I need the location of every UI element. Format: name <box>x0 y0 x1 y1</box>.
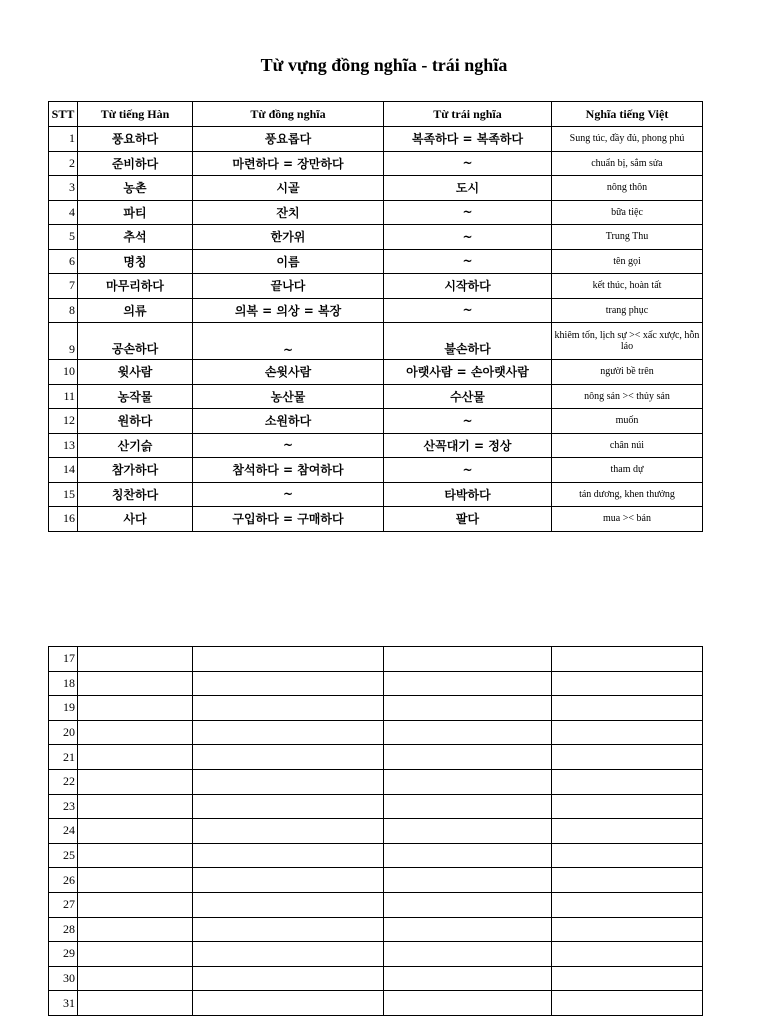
korean-word-cell: 원하다 <box>78 409 193 434</box>
empty-cell <box>552 696 703 721</box>
table-row <box>49 323 703 360</box>
empty-cell <box>78 991 193 1016</box>
empty-cell <box>384 991 552 1016</box>
antonym-cell: 팔다 <box>384 507 552 532</box>
blank-table-row <box>49 720 703 745</box>
vietnamese-meaning-cell: chuẩn bị, sắm sửa <box>552 151 703 176</box>
empty-cell <box>552 745 703 770</box>
table-row <box>49 482 703 507</box>
empty-cell <box>78 843 193 868</box>
row-number-cell: 13 <box>49 433 78 458</box>
blank-table-row <box>49 696 703 721</box>
korean-word-cell: 마무리하다 <box>78 274 193 299</box>
table-row <box>49 360 703 385</box>
blank-table-row <box>49 868 703 893</box>
antonym-cell: ~ <box>384 151 552 176</box>
vietnamese-meaning-cell: khiêm tốn, lịch sự >< xấc xược, hỗn láo <box>552 323 703 360</box>
row-number-cell: 21 <box>49 745 78 770</box>
blank-table-row <box>49 843 703 868</box>
antonym-cell: ~ <box>384 458 552 483</box>
empty-cell <box>552 843 703 868</box>
empty-cell <box>384 892 552 917</box>
synonym-cell: 참석하다 = 참여하다 <box>193 458 384 483</box>
row-number-cell: 4 <box>49 200 78 225</box>
empty-cell <box>78 647 193 672</box>
header-stt: STT <box>49 102 78 127</box>
empty-cell <box>384 745 552 770</box>
table-row <box>49 249 703 274</box>
row-number-cell: 20 <box>49 720 78 745</box>
korean-word-cell: 공손하다 <box>78 323 193 360</box>
vietnamese-meaning-cell: kết thúc, hoàn tất <box>552 274 703 299</box>
row-number-cell: 28 <box>49 917 78 942</box>
row-number-cell: 14 <box>49 458 78 483</box>
empty-cell <box>552 868 703 893</box>
table-row <box>49 298 703 323</box>
table-row <box>49 507 703 532</box>
row-number-cell: 8 <box>49 298 78 323</box>
synonym-cell: ~ <box>193 482 384 507</box>
table-row <box>49 384 703 409</box>
empty-cell <box>78 696 193 721</box>
empty-cell <box>78 917 193 942</box>
vietnamese-meaning-cell: người bề trên <box>552 360 703 385</box>
vietnamese-meaning-cell: trang phục <box>552 298 703 323</box>
vietnamese-meaning-cell: mua >< bán <box>552 507 703 532</box>
korean-word-cell: 의류 <box>78 298 193 323</box>
blank-table-row <box>49 942 703 967</box>
empty-cell <box>193 843 384 868</box>
empty-cell <box>78 892 193 917</box>
blank-table-row <box>49 647 703 672</box>
empty-cell <box>552 892 703 917</box>
header-korean-word: Từ tiếng Hàn <box>78 102 193 127</box>
blank-table-row <box>49 745 703 770</box>
row-number-cell: 5 <box>49 225 78 250</box>
row-number-cell: 24 <box>49 819 78 844</box>
blank-table-row <box>49 794 703 819</box>
row-number-cell: 9 <box>49 323 78 360</box>
antonym-cell: 불손하다 <box>384 323 552 360</box>
blank-table-row <box>49 769 703 794</box>
empty-cell <box>193 868 384 893</box>
row-number-cell: 2 <box>49 151 78 176</box>
synonym-cell: 한가위 <box>193 225 384 250</box>
antonym-cell: ~ <box>384 249 552 274</box>
korean-word-cell: 참가하다 <box>78 458 193 483</box>
table-row <box>49 409 703 434</box>
antonym-cell: ~ <box>384 409 552 434</box>
synonym-cell: 시골 <box>193 176 384 201</box>
empty-cell <box>193 794 384 819</box>
empty-cell <box>78 868 193 893</box>
empty-cell <box>193 942 384 967</box>
row-number-cell: 17 <box>49 647 78 672</box>
empty-cell <box>384 794 552 819</box>
table-row <box>49 176 703 201</box>
vietnamese-meaning-cell: tên gọi <box>552 249 703 274</box>
empty-cell <box>78 745 193 770</box>
vietnamese-meaning-cell: nông thôn <box>552 176 703 201</box>
synonym-cell: 손윗사람 <box>193 360 384 385</box>
empty-cell <box>78 720 193 745</box>
empty-cell <box>193 745 384 770</box>
antonym-cell: 수산물 <box>384 384 552 409</box>
empty-cell <box>78 769 193 794</box>
synonym-cell: 잔치 <box>193 200 384 225</box>
empty-cell <box>193 671 384 696</box>
table-row <box>49 127 703 152</box>
empty-cell <box>193 769 384 794</box>
antonym-cell: 아랫사람 = 손아랫사람 <box>384 360 552 385</box>
empty-cell <box>552 819 703 844</box>
table-header-row <box>49 102 703 127</box>
row-number-cell: 12 <box>49 409 78 434</box>
synonym-cell: ~ <box>193 323 384 360</box>
synonym-cell: 끝나다 <box>193 274 384 299</box>
antonym-cell: ~ <box>384 298 552 323</box>
row-number-cell: 11 <box>49 384 78 409</box>
empty-cell <box>384 819 552 844</box>
empty-cell <box>384 868 552 893</box>
empty-cell <box>193 917 384 942</box>
synonym-cell: 의복 = 의상 = 복장 <box>193 298 384 323</box>
empty-cell <box>78 819 193 844</box>
antonym-cell: 산꼭대기 = 정상 <box>384 433 552 458</box>
korean-word-cell: 칭찬하다 <box>78 482 193 507</box>
blank-table-row <box>49 819 703 844</box>
blank-rows-table <box>48 646 703 1016</box>
empty-cell <box>384 696 552 721</box>
blank-table-row <box>49 671 703 696</box>
table-row <box>49 151 703 176</box>
synonym-cell: 소원하다 <box>193 409 384 434</box>
empty-cell <box>193 991 384 1016</box>
empty-cell <box>193 892 384 917</box>
antonym-cell: 복족하다 = 복족하다 <box>384 127 552 152</box>
synonym-cell: 마련하다 = 장만하다 <box>193 151 384 176</box>
vietnamese-meaning-cell: muốn <box>552 409 703 434</box>
document-title: Từ vựng đồng nghĩa - trái nghĩa <box>260 55 508 75</box>
row-number-cell: 30 <box>49 966 78 991</box>
antonym-cell: 타박하다 <box>384 482 552 507</box>
vietnamese-meaning-cell: Trung Thu <box>552 225 703 250</box>
empty-cell <box>384 942 552 967</box>
vietnamese-meaning-cell: chân núi <box>552 433 703 458</box>
synonym-cell: 풍요롭다 <box>193 127 384 152</box>
empty-cell <box>552 942 703 967</box>
blank-table-row <box>49 966 703 991</box>
empty-cell <box>384 647 552 672</box>
synonym-cell: 구입하다 = 구매하다 <box>193 507 384 532</box>
korean-word-cell: 윗사람 <box>78 360 193 385</box>
vocabulary-table <box>48 101 703 532</box>
header-vietnamese-meaning: Nghĩa tiếng Việt <box>552 102 703 127</box>
table-row <box>49 225 703 250</box>
korean-word-cell: 파티 <box>78 200 193 225</box>
empty-cell <box>78 966 193 991</box>
vietnamese-meaning-cell: tham dự <box>552 458 703 483</box>
synonym-cell: ~ <box>193 433 384 458</box>
empty-cell <box>384 966 552 991</box>
blank-table-row <box>49 892 703 917</box>
empty-cell <box>552 720 703 745</box>
row-number-cell: 15 <box>49 482 78 507</box>
row-number-cell: 7 <box>49 274 78 299</box>
empty-cell <box>384 917 552 942</box>
vietnamese-meaning-cell: Sung túc, đầy đủ, phong phú <box>552 127 703 152</box>
header-antonym: Từ trái nghĩa <box>384 102 552 127</box>
row-number-cell: 27 <box>49 892 78 917</box>
row-number-cell: 16 <box>49 507 78 532</box>
row-number-cell: 26 <box>49 868 78 893</box>
empty-cell <box>552 671 703 696</box>
korean-word-cell: 농촌 <box>78 176 193 201</box>
korean-word-cell: 사다 <box>78 507 193 532</box>
empty-cell <box>193 819 384 844</box>
empty-cell <box>193 720 384 745</box>
synonym-cell: 이름 <box>193 249 384 274</box>
empty-cell <box>384 843 552 868</box>
empty-cell <box>384 769 552 794</box>
table-row <box>49 200 703 225</box>
empty-cell <box>193 966 384 991</box>
row-number-cell: 3 <box>49 176 78 201</box>
vietnamese-meaning-cell: bữa tiệc <box>552 200 703 225</box>
korean-word-cell: 풍요하다 <box>78 127 193 152</box>
antonym-cell: 도시 <box>384 176 552 201</box>
blank-table-row <box>49 991 703 1016</box>
synonym-cell: 농산물 <box>193 384 384 409</box>
korean-word-cell: 명칭 <box>78 249 193 274</box>
empty-cell <box>552 917 703 942</box>
row-number-cell: 29 <box>49 942 78 967</box>
vietnamese-meaning-cell: tán dương, khen thưởng <box>552 482 703 507</box>
row-number-cell: 31 <box>49 991 78 1016</box>
row-number-cell: 19 <box>49 696 78 721</box>
empty-cell <box>552 794 703 819</box>
korean-word-cell: 추석 <box>78 225 193 250</box>
empty-cell <box>78 794 193 819</box>
table-row <box>49 458 703 483</box>
empty-cell <box>552 769 703 794</box>
row-number-cell: 25 <box>49 843 78 868</box>
row-number-cell: 22 <box>49 769 78 794</box>
empty-cell <box>552 991 703 1016</box>
header-synonym: Từ đồng nghĩa <box>193 102 384 127</box>
empty-cell <box>552 966 703 991</box>
antonym-cell: 시작하다 <box>384 274 552 299</box>
row-number-cell: 6 <box>49 249 78 274</box>
korean-word-cell: 산기슭 <box>78 433 193 458</box>
row-number-cell: 10 <box>49 360 78 385</box>
table-row <box>49 274 703 299</box>
vietnamese-meaning-cell: nông sản >< thủy sản <box>552 384 703 409</box>
antonym-cell: ~ <box>384 225 552 250</box>
table-row <box>49 433 703 458</box>
empty-cell <box>78 671 193 696</box>
empty-cell <box>193 696 384 721</box>
empty-cell <box>78 942 193 967</box>
row-number-cell: 23 <box>49 794 78 819</box>
empty-cell <box>552 647 703 672</box>
row-number-cell: 18 <box>49 671 78 696</box>
empty-cell <box>384 720 552 745</box>
empty-cell <box>384 671 552 696</box>
korean-word-cell: 농작물 <box>78 384 193 409</box>
row-number-cell: 1 <box>49 127 78 152</box>
antonym-cell: ~ <box>384 200 552 225</box>
blank-table-row <box>49 917 703 942</box>
korean-word-cell: 준비하다 <box>78 151 193 176</box>
empty-cell <box>193 647 384 672</box>
